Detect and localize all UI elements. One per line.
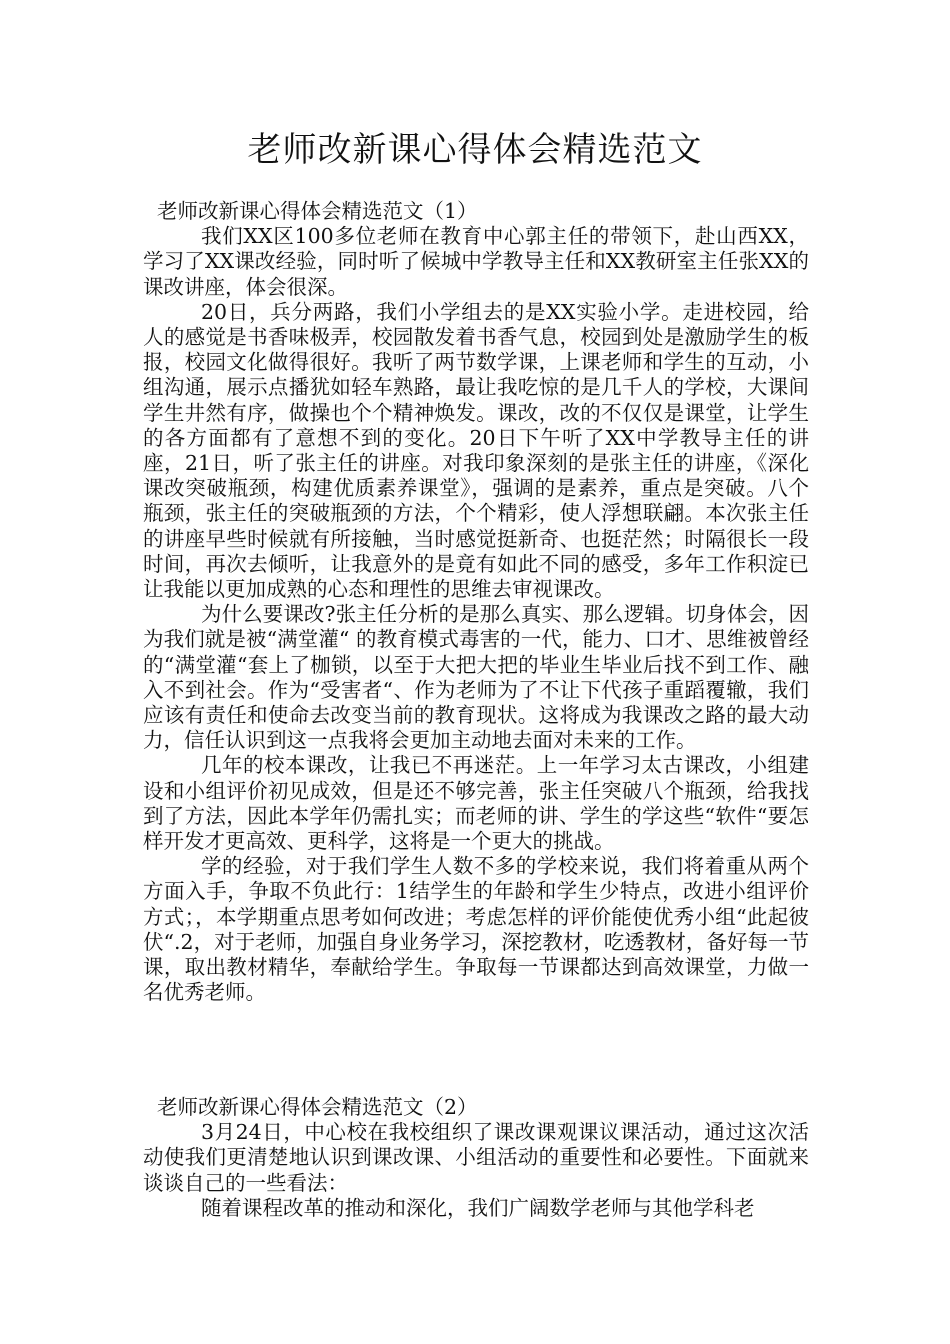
- paragraph: 3月24日，中心校在我校组织了课改课观课议课活动，通过这次活动使我们更清楚地认识到课改课、小组活动的重要性和必要性。下面就来谈谈自己的一些看法：: [143, 1120, 809, 1195]
- paragraph: 学的经验，对于我们学生人数不多的学校来说，我们将着重从两个方面入手，争取不负此行：1结学生的年龄和学生少特点，改进小组评价方式；，本学期重点思考如何改进；考虑怎样的评价能使优秀小组“此起彼伏“.2，对于老师，加强自身业务学习，深挖教材，吃透教材，备好每一节课，取出教材精华，奉献给学生。争取每一节课都达到高效课堂，力做一名优秀老师。: [143, 854, 809, 1005]
- paragraph: 随着课程改革的推动和深化，我们广阔数学老师与其他学科老: [201, 1195, 755, 1220]
- section-heading: 老师改新课心得体会精选范文（1）: [157, 199, 478, 223]
- section-2: [143, 1095, 809, 1221]
- document-title: 老师改新课心得体会精选范文: [247, 130, 703, 170]
- section-1: [143, 199, 809, 1006]
- section-heading: 老师改新课心得体会精选范文（2）: [157, 1095, 478, 1119]
- paragraph: 为什么要课改?张主任分析的是那么真实、那么逻辑。切身体会，因为我们就是被“满堂灌“ 的教育模式毒害的一代，能力、口才、思维被曾经的“满堂灌“套上了枷锁，以至于大把大把的毕业生毕业后找不到工作、融入不到社会。作为“受害者“、作为老师为了不让下代孩子重蹈覆辙，我们应该有责任和使命去改变当前的教育现状。这将成为我课改之路的最大动力，信任认识到这一点我将会更加主动地去面对未来的工作。: [143, 602, 809, 753]
- paragraph: 几年的校本课改，让我已不再迷茫。上一年学习太古课改，小组建设和小组评价初见成效，但是还不够完善，张主任突破八个瓶颈，给我找到了方法，因此本学年仍需扎实；而老师的讲、学生的学这些“软件“要怎样开发才更高效、更科学，这将是一个更大的挑战。: [143, 753, 809, 854]
- paragraph: 20日，兵分两路，我们小学组去的是XX实验小学。走进校园，给人的感觉是书香味极弄，校园散发着书香气息，校园到处是激励学生的板报，校园文化做得很好。我听了两节数学课，上课老师和学生的互动，小组沟通，展示点播犹如轻车熟路，最让我吃惊的是几千人的学校，大课间学生井然有序，做操也个个精神焕发。课改，改的不仅仅是课堂，让学生的各方面都有了意想不到的变化。20日下午听了XX中学教导主任的讲座，21日，听了张主任的讲座。对我印象深刻的是张主任的讲座，《深化课改突破瓶颈，构建优质素养课堂》，强调的是素养，重点是突破。八个瓶颈，张主任的突破瓶颈的方法，个个精彩，使人浮想联翩。本次张主任的讲座早些时候就有所接触，当时感觉挺新奇、也挺茫然；时隔很长一段时间，再次去倾听，让我意外的是竟有如此不同的感受，多年工作积淀已让我能以更加成熟的心态和理性的思维去审视课改。: [143, 299, 809, 602]
- paragraph: 我们XX区100多位老师在教育中心郭主任的带领下，赴山西XX，学习了XX课改经验，同时听了候城中学教导主任和XX教研室主任张XX的课改讲座，体会很深。: [143, 224, 809, 299]
